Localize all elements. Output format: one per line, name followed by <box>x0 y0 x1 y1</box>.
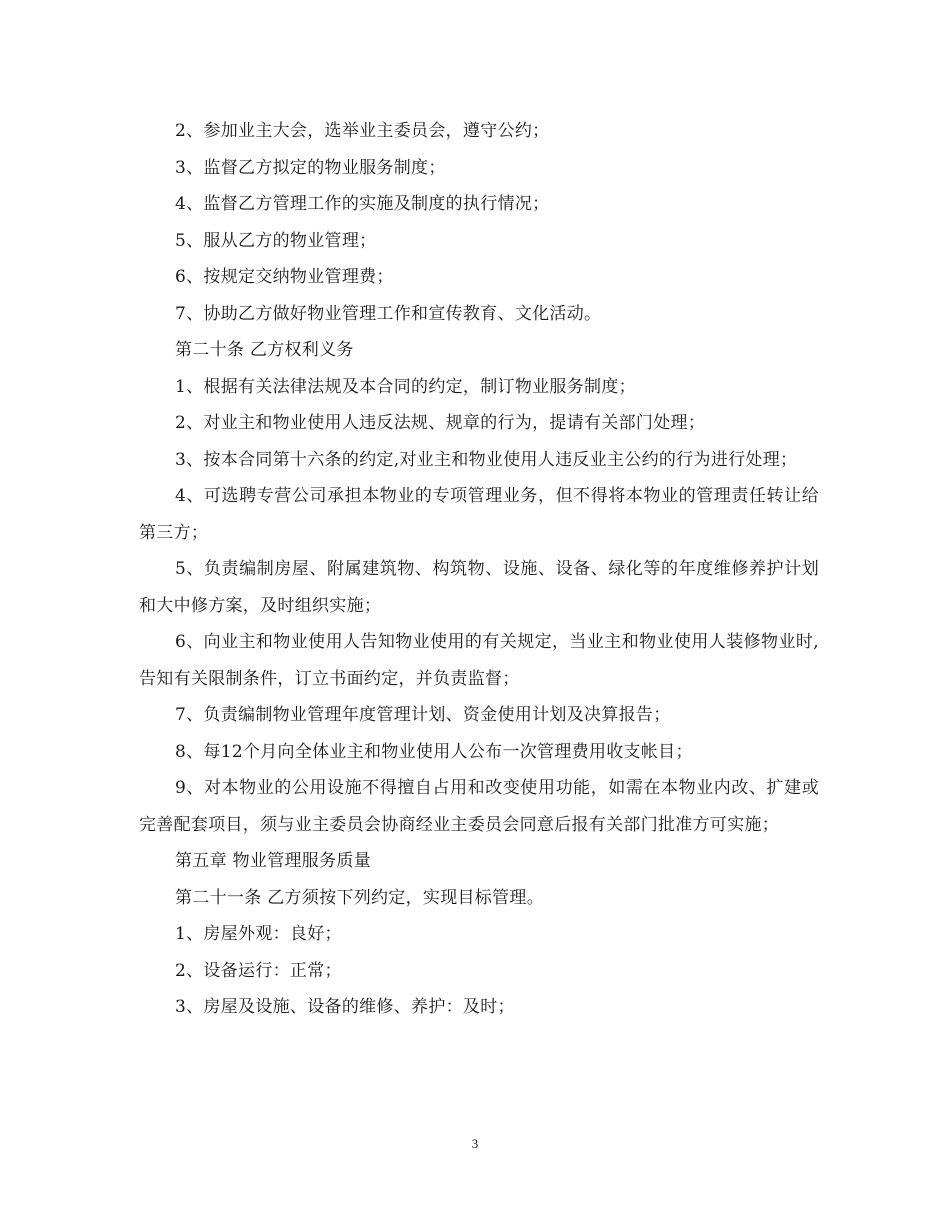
paragraph-right-3: 3、按本合同第十六条的约定,对业主和物业使用人违反业主公约的行为进行处理； <box>175 449 798 470</box>
paragraph-obligation-4: 4、监督乙方管理工作的实施及制度的执行情况； <box>175 194 550 214</box>
paragraph-right-4: 4、可选聘专营公司承担本物业的专项管理业务，但不得将本物业的管理责任转让给第三方； <box>139 486 819 543</box>
paragraph-right-6: 6、向业主和物业使用人告知物业使用的有关规定，当业主和物业使用人装修物业时,告知有关限制条件，订立书面约定，并负责监督； <box>139 632 819 689</box>
paragraph-quality-2: 2、设备运行：正常； <box>175 960 342 981</box>
paragraph-quality-1: 1、房屋外观：良好； <box>175 924 342 944</box>
article-heading-20: 第二十条 乙方权利义务 <box>175 340 354 360</box>
paragraph-right-1: 1、根据有关法律法规及本合同的约定，制订物业服务制度； <box>175 376 636 397</box>
paragraph-quality-3: 3、房屋及设施、设备的维修、养护：及时； <box>175 997 515 1017</box>
paragraph-right-5: 5、负责编制房屋、附属建筑物、构筑物、设施、设备、绿化等的年度维修养护计划和大中修方案，及时组织实施； <box>139 559 819 616</box>
paragraph-right-7: 7、负责编制物业管理年度管理计划、资金使用计划及决算报告； <box>175 705 671 725</box>
paragraph-right-2: 2、对业主和物业使用人违反法规、规章的行为，提请有关部门处理； <box>175 413 706 433</box>
paragraph-obligation-5: 5、服从乙方的物业管理； <box>175 230 377 251</box>
page-number: 3 <box>471 1136 479 1151</box>
paragraph-obligation-3: 3、监督乙方拟定的物业服务制度； <box>175 157 446 178</box>
paragraph-obligation-6: 6、按规定交纳物业管理费； <box>175 267 394 287</box>
article-heading-21: 第二十一条 乙方须按下列约定，实现目标管理。 <box>175 887 545 908</box>
paragraph-obligation-2: 2、参加业主大会，选举业主委员会，遵守公约； <box>175 121 550 141</box>
paragraph-right-8: 8、每12个月向全体业主和物业使用人公布一次管理费用收支帐目； <box>175 741 693 762</box>
document-body <box>139 113 819 1026</box>
paragraph-obligation-7: 7、协助乙方做好物业管理工作和宣传教育、文化活动。 <box>175 303 602 324</box>
chapter-heading-5: 第五章 物业管理服务质量 <box>175 851 372 871</box>
paragraph-right-9: 9、对本物业的公用设施不得擅自占用和改变使用功能，如需在本物业内改、扩建或完善配套项目，须与业主委员会协商经业主委员会同意后报有关部门批准方可实施； <box>139 778 819 835</box>
